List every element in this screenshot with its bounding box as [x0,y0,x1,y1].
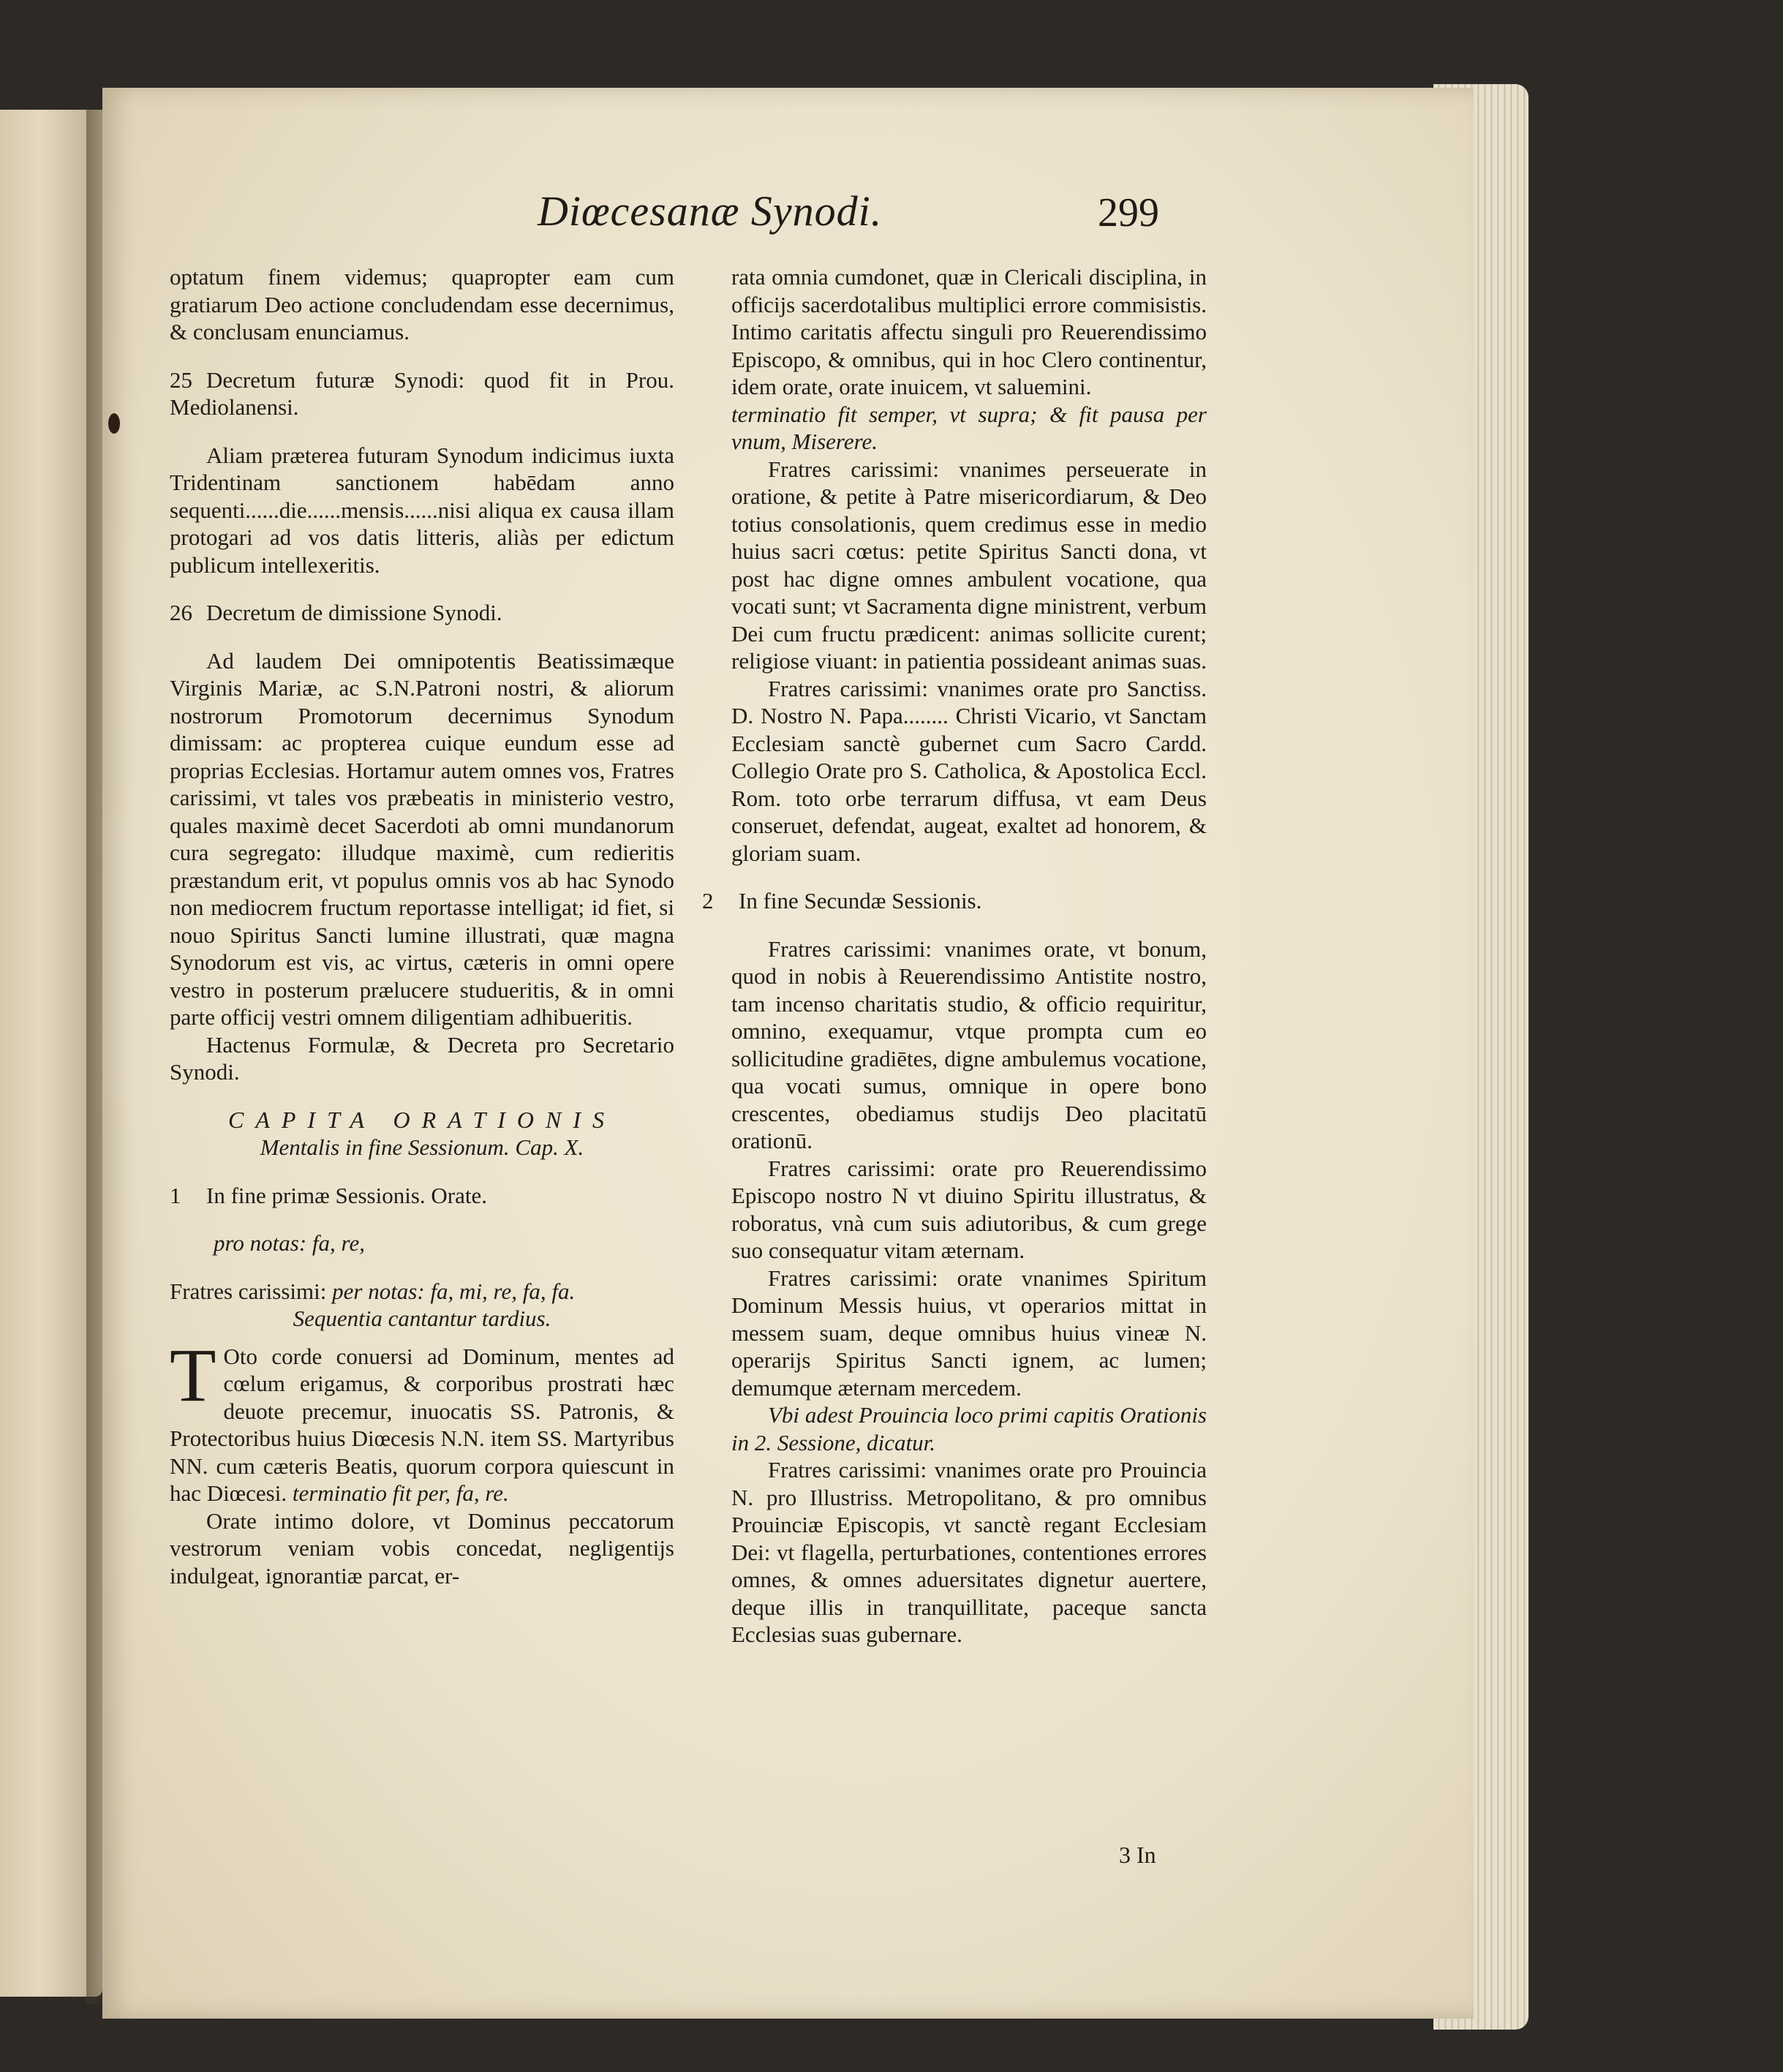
closing-line: Hactenus Formulæ, & Decreta pro Secretario Synodi. [170,1031,674,1085]
paragraph-b: Fratres carissimi: vnanimes orate pro Sanctiss. D. Nostro N. Papa........ Christi Vicario, vt Sanctam Ecclesiam sanctè gubernet cum Sacro Cardd. Collegio Orate pro S. Catholica, & Apostolica Eccl. Rom. toto orbe terrarum diffusa, vt eam Deus conseruet, defendat, augeat, exaltet ad honorem, & gloriam suam. [731,675,1207,866]
page-number: 299 [1098,190,1159,236]
provincia-note: Vbi adest Prouincia loco primi capitis Orationis in 2. Sessione, dicatur. [731,1402,1207,1455]
paragraph-c: Fratres carissimi: vnanimes orate, vt bonum, quod in nobis à Reuerendissimo Antistite nostro, tam incenso charitatis studio, & officio requiritur, omnino, exequamur, vtque prompta cum eo sollicitudine gradiētes, digne ambulemus vocatione, qua vocati sumus, omnique in opere bono crescentes, obediamus studijs Deo placitatū orationū. [731,935,1207,1153]
item-25-heading: 25 Decretum futuræ Synodi: quod fit in Prou. Mediolanensi. [170,366,674,420]
chapter-title: CAPITA ORATIONIS [227,1106,617,1133]
item-26-heading: 26 Decretum de dimissione Synodi. [170,600,502,625]
termination-note: terminatio fit semper, vt supra; & fit pausa per vnum, Miserere. [731,401,1207,454]
sequentia-note: Sequentia cantantur tardius. [293,1306,551,1331]
paragraph-f: Fratres carissimi: vnanimes orate pro Prouincia N. pro Illustriss. Metropolitano, & pro omnibus Prouinciæ Episcopis, vt sanctè regant Ecclesiam Dei: vt flagella, perturbationes, contentiones errores omnes, & omnes aduersitates dignetur auertere, deque illis in tranquillitate, paceque sancta Ecclesias suas gubernare. [731,1457,1207,1647]
catchword: 3 In [1119,1842,1156,1868]
right-column [702,263,1207,1649]
item-2-heading: 2 In fine Secundæ Sessionis. [702,888,982,913]
item-number: 26 [170,600,192,625]
wormhole-mark [108,413,120,434]
item-25-text: Aliam præterea futuram Synodum indicimus iuxta Tridentinam sanctionem habēdam anno sequenti......die......mensis......nisi aliqua ex causa illam protogari ad vos datis litteris, aliàs per edictum publicum intellexeritis. [170,442,674,578]
prayer-2: Orate intimo dolore, vt Dominus peccatorum vestrorum veniam vobis concedat, negligentijs indulgeat, ignorantiæ parcat, er- [170,1507,674,1589]
item-number: 25 [170,366,192,393]
item-number: 2 [702,888,714,913]
paragraph-d: Fratres carissimi: orate pro Reuerendissimo Episcopo nostro N vt diuino Spiritu illustratus, & roboratus, vnà cum suis adiutoribus, & cum grege suo consequatur vitam æternam. [731,1155,1207,1263]
pro-notas: pro notas: fa, re, [214,1230,365,1256]
paragraph-a: Fratres carissimi: vnanimes perseuerate in oratione, & petite à Patre misericordiarum, & Deo totius consolationis, quem credimus esse in medio huius sacri cœtus: petite Spiritus Sancti dona, vt post hac digne omnes ambulent vocatione, qua vocati sunt; vt Sacramenta digne ministrent, verbum Dei cum fructu prædicent: animas sollicite curent; religiose viuant: in patientia possideant animas suas. [731,456,1207,674]
drop-cap: T [170,1333,216,1417]
prayer-1: T Oto corde conuersi ad Dominum, mentes ad cœlum erigamus, & corporibus prostrati hæc deuote precemur, inuocatis SS. Patronis, & Protectoribus huius Diœcesis N.N. item SS. Martyribus NN. cum cæteris Beatis, quorum corpora quiescunt in hac Diœcesi. terminatio fit per, fa, re. [170,1333,674,1506]
paragraph-e: Fratres carissimi: orate vnanimes Spiritum Dominum Messis huius, vt operarios mittat in messem suam, deque omnibus huius vineæ N. operarijs Spiritus Sancti ignem, ac lumen; demumque æternam mercedem. [731,1265,1207,1401]
item-26-text: Ad laudem Dei omnipotentis Beatissimæque Virginis Mariæ, ac S.N.Patroni nostri, & aliorum nostrorum Promotorum decernimus Synodum dimissam: ac propterea cuique eundum esse ad proprias Ecclesias. Hortamur autem omnes vos, Fratres carissimi, vt tales vos præbeatis in ministerio vestro, quales maximè decet Sacerdoti ab omni mundanorum cura segregato: illudque maximè, cum redieritis præstandum erit, vt populus omnis vos ab hac Synodo non mediocrem fructum reportasse intelligat; id fiet, si nouo Spiritus Sancti lumine illustrati, quæ magna Synodorum est vis, ac virtus, cæteris in omni opere vestro in posterum prælucere studueritis, & in omni parte officij vestri omnem diligentiam adhibueritis. [170,647,674,1030]
fratres-line: Fratres carissimi: per notas: fa, mi, re, fa, fa. [170,1278,576,1304]
continuation-text: optatum finem videmus; quapropter eam cum gratiarum Deo actione concludendam esse decernimus, & conclusam enunciamus. [170,264,674,344]
left-column [170,263,674,1589]
item-number: 1 [170,1182,181,1208]
running-head: Diœcesanæ Synodi. [538,187,883,235]
item-1-heading: 1 In fine primæ Sessionis. Orate. [170,1182,488,1208]
chapter-subtitle: Mentalis in fine Sessionum. Cap. X. [260,1134,584,1160]
continuation-text: rata omnia cumdonet, quæ in Clericali disciplina, in officijs sacerdotalibus multiplici errore commisistis. Intimo caritatis affectu singuli pro Reuerendissimo Episcopo, & omnibus, qui in hoc Clero continentur, idem orate, orate inuicem, vt saluemini. [731,264,1207,399]
page-header [538,187,1159,245]
